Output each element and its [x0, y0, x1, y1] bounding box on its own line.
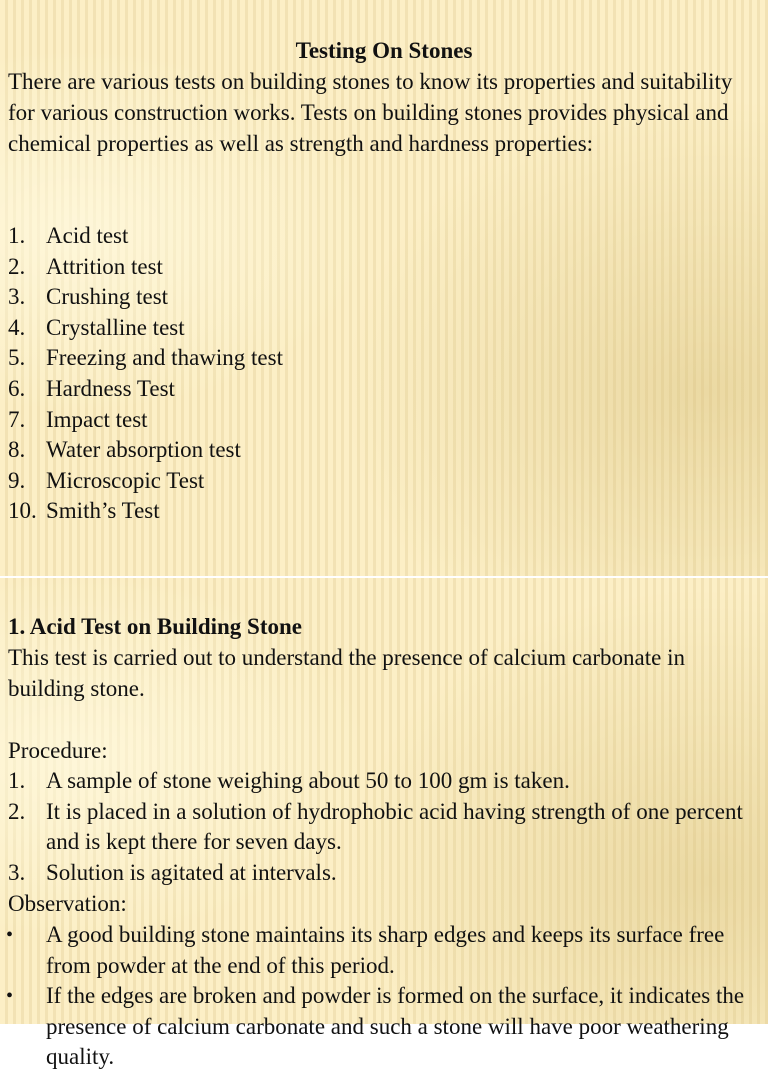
list-item-text: Solution is agitated at intervals.	[46, 859, 337, 885]
list-number: 1.	[8, 223, 26, 248]
observation-label: Observation:	[8, 891, 127, 916]
list-item	[0, 405, 760, 436]
list-item	[0, 920, 760, 981]
list-item	[0, 313, 760, 344]
list-item-text: It is placed in a solution of hydrophobic acid having strength of one percent and is kept there for seven days.	[46, 798, 743, 855]
list-item-label: Smith’s Test	[46, 498, 160, 524]
list-number: 1.	[8, 768, 26, 793]
list-item	[0, 252, 760, 283]
list-item-label: Microscopic Test	[46, 467, 205, 493]
list-item	[0, 374, 760, 405]
tests-list	[0, 221, 760, 527]
list-number: 2.	[8, 253, 26, 279]
list-number: 6.	[8, 375, 26, 401]
list-item-label: Impact test	[46, 406, 148, 432]
list-number: 3.	[8, 284, 26, 310]
intro-paragraph: There are various tests on building stones to know its properties and suitability for various construction works. Tests on building stones provides physical and chemical properties as well as strength and hardness properties:	[8, 69, 733, 156]
list-item-text: If the edges are broken and powder is formed on the surface, it indicates the presence of calcium carbonate and such a stone will have poor weathering quality.	[46, 983, 745, 1070]
slide-title: Testing On Stones	[295, 38, 473, 63]
list-item	[0, 221, 760, 252]
list-item	[0, 282, 760, 313]
slide-acid-test	[0, 578, 768, 1070]
bullet-icon: •	[6, 924, 14, 946]
list-item	[0, 797, 760, 858]
list-number: 3.	[8, 859, 26, 885]
bullet-icon: •	[6, 985, 14, 1008]
list-number: 4.	[8, 314, 26, 340]
list-item	[0, 496, 760, 527]
list-item	[0, 435, 760, 466]
list-number: 10.	[8, 498, 37, 524]
list-item	[0, 766, 760, 797]
list-number: 5.	[8, 345, 26, 371]
list-item-label: Freezing and thawing test	[46, 345, 283, 371]
list-item-label: Crushing test	[46, 284, 169, 310]
list-item-text: A sample of stone weighing about 50 to 100 gm is taken.	[46, 768, 570, 793]
list-item	[0, 858, 760, 889]
list-item	[0, 981, 760, 1073]
list-item	[0, 466, 760, 497]
list-item	[0, 343, 760, 374]
procedure-label: Procedure:	[8, 738, 108, 763]
observation-list	[0, 920, 760, 1073]
intro-paragraph: This test is carried out to understand the presence of calcium carbonate in building stone.	[8, 645, 685, 701]
list-number: 2.	[8, 798, 26, 824]
list-item-label: Water absorption test	[46, 437, 241, 463]
list-item-label: Hardness Test	[46, 375, 175, 401]
list-item-label: Acid test	[46, 223, 129, 248]
list-number: 9.	[8, 467, 26, 493]
list-item-label: Crystalline test	[46, 314, 185, 340]
list-item-text: A good building stone maintains its sharp edges and keeps its surface free from powder at the end of this period.	[46, 922, 725, 978]
section-heading: 1. Acid Test on Building Stone	[8, 614, 302, 639]
list-item-label: Attrition test	[46, 253, 163, 279]
list-number: 8.	[8, 437, 26, 463]
list-number: 7.	[8, 406, 26, 432]
procedure-list	[0, 766, 760, 888]
